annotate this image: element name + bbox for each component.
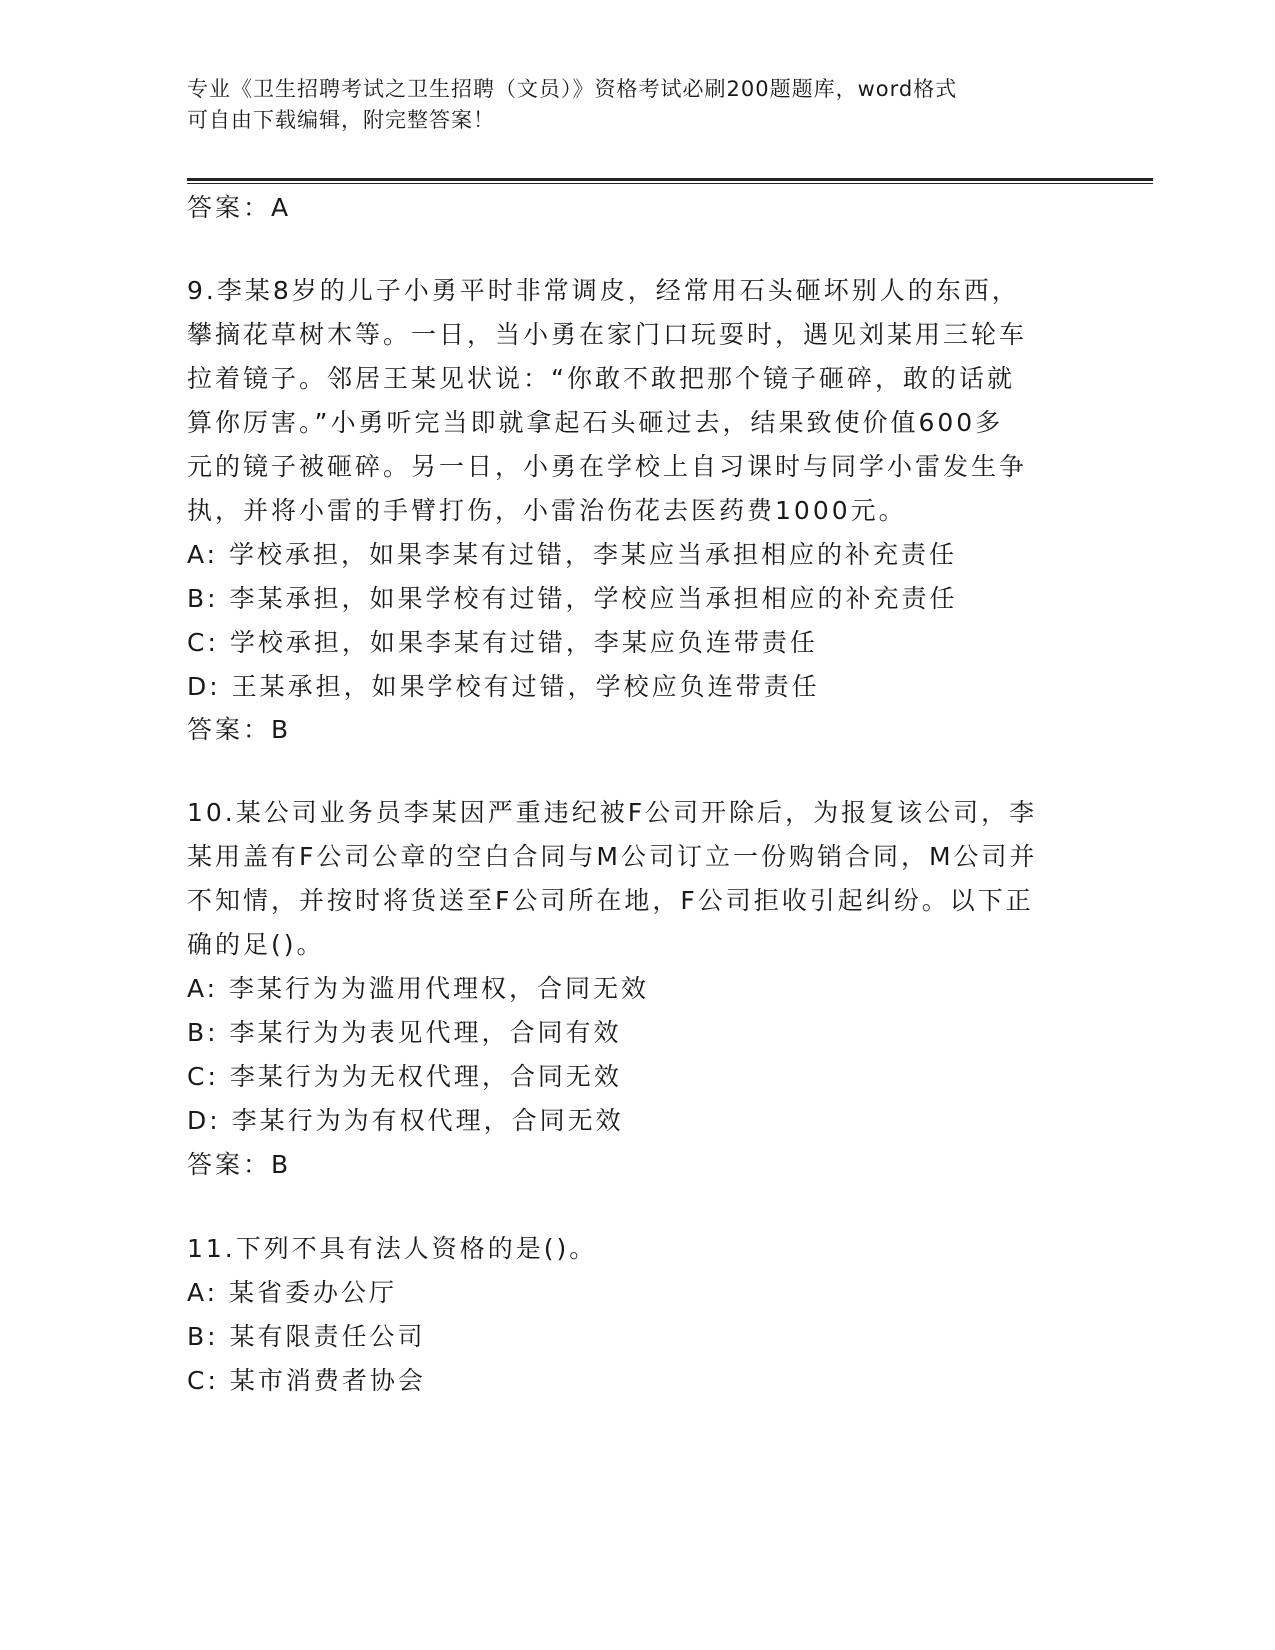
question-9-line: 拉着镜子。邻居王某见状说：“你敢不敢把那个镜子砸碎，敢的话就 <box>187 364 1015 393</box>
question-9-option-d: D: 王某承担，如果学校有过错，学校应负连带责任 <box>187 672 820 701</box>
question-9-line: 9.李某8岁的儿子小勇平时非常调皮，经常用石头砸坏别人的东西， <box>187 276 1020 305</box>
document-header <box>187 74 1087 136</box>
question-9-line: 执，并将小雷的手臂打伤，小雷治伤花去医药费1000元。 <box>187 496 907 525</box>
question-11-option-b: B: 某有限责任公司 <box>187 1322 426 1351</box>
question-11-option-a: A: 某省委办公厅 <box>187 1278 398 1307</box>
question-10-line: 某用盖有F公司公章的空白合同与M公司订立一份购销合同，M公司并 <box>187 842 1038 871</box>
question-10-line: 不知情，并按时将货送至F公司所在地，F公司拒收引起纠纷。以下正 <box>187 886 1034 915</box>
answer-prev: 答案：A <box>187 193 292 222</box>
question-10-answer: 答案：B <box>187 1150 292 1179</box>
question-10-line: 10.某公司业务员李某因严重违纪被F公司开除后，为报复该公司，李 <box>187 798 1038 827</box>
header-rule-thick <box>187 178 1153 181</box>
question-9-line: 元的镜子被砸碎。另一日，小勇在学校上自习课时与同学小雷发生争 <box>187 452 1028 481</box>
question-9-option-b: B: 李某承担，如果学校有过错，学校应当承担相应的补充责任 <box>187 584 958 613</box>
question-9-answer: 答案：B <box>187 715 292 744</box>
header-line-1: 专业《卫生招聘考试之卫生招聘（文员）》资格考试必刷200题题库，word格式 <box>187 77 958 101</box>
question-10-line: 确的足()。 <box>187 930 325 959</box>
question-11-option-c: C: 某市消费者协会 <box>187 1366 426 1395</box>
question-10-option-c: C: 李某行为为无权代理，合同无效 <box>187 1062 622 1091</box>
question-11-line: 11.下列不具有法人资格的是()。 <box>187 1234 598 1263</box>
question-9-line: 攀摘花草树木等。一日，当小勇在家门口玩耍时，遇见刘某用三轮车 <box>187 320 1028 349</box>
question-10-option-a: A: 李某行为为滥用代理权，合同无效 <box>187 974 650 1003</box>
header-rule-thin <box>187 183 1153 184</box>
question-10-option-b: B: 李某行为为表见代理，合同有效 <box>187 1018 622 1047</box>
question-10-option-d: D: 李某行为为有权代理，合同无效 <box>187 1106 624 1135</box>
question-9-option-c: C: 学校承担，如果李某有过错，李某应负连带责任 <box>187 628 818 657</box>
header-line-2: 可自由下载编辑，附完整答案！ <box>187 108 495 132</box>
question-9-option-a: A: 学校承担，如果李某有过错，李某应当承担相应的补充责任 <box>187 540 958 569</box>
question-9-line: 算你厉害。”小勇听完当即就拿起石头砸过去，结果致使价值600多 <box>187 408 1004 437</box>
